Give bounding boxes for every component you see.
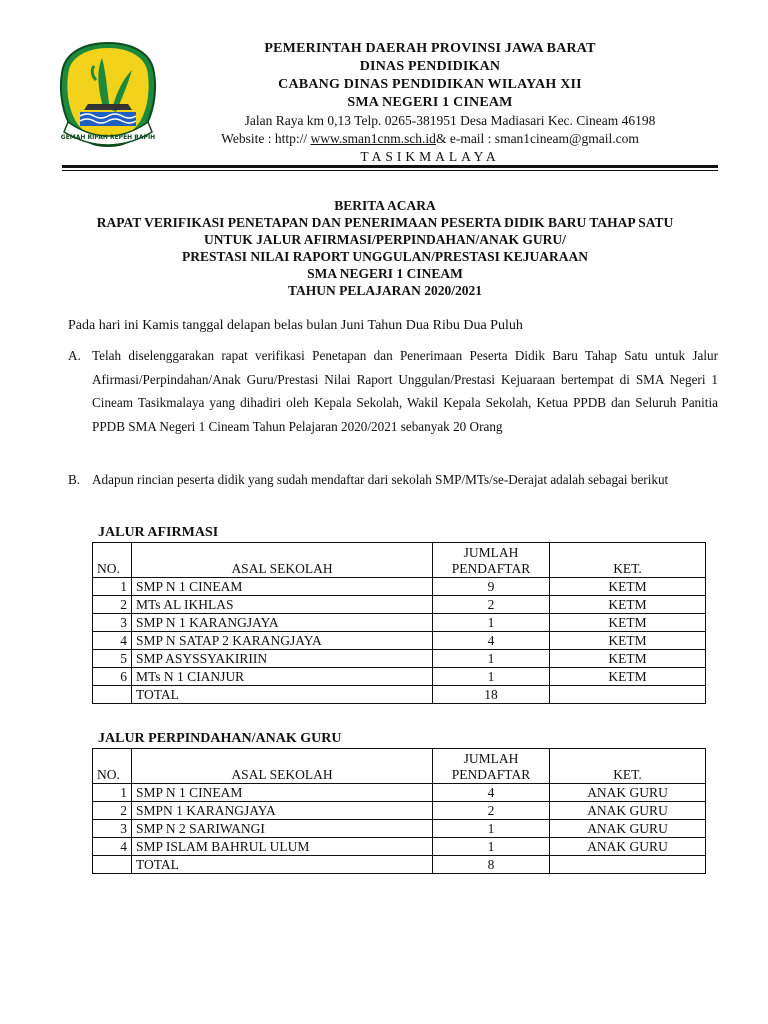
doc-subtitle-1: RAPAT VERIFIKASI PENETAPAN DAN PENERIMAAN PESERTA DIDIK BARU TAHAP SATU — [96, 215, 674, 230]
row-note: KETM — [550, 614, 706, 632]
table-header-row — [93, 543, 706, 578]
row-count: 2 — [433, 596, 550, 614]
row-no: 6 — [93, 668, 132, 686]
row-no: 4 — [93, 838, 132, 856]
header-note: KET. — [550, 543, 706, 578]
header-note: KET. — [550, 749, 706, 784]
table-row — [93, 578, 706, 596]
row-count: 2 — [433, 802, 550, 820]
row-school: MTs AL IKHLAS — [132, 596, 433, 614]
letterhead-contact — [170, 130, 690, 148]
row-note: KETM — [550, 632, 706, 650]
row-school: SMP N 1 KARANGJAYA — [132, 614, 433, 632]
row-no: 1 — [93, 578, 132, 596]
doc-subtitle-5: TAHUN PELAJARAN 2020/2021 — [287, 283, 482, 298]
row-note: KETM — [550, 578, 706, 596]
table-row — [93, 632, 706, 650]
row-note: KETM — [550, 596, 706, 614]
provincial-emblem-logo — [58, 40, 158, 148]
letterhead-school: SMA NEGERI 1 CINEAM — [347, 95, 513, 110]
row-count: 1 — [433, 614, 550, 632]
row-note: ANAK GURU — [550, 820, 706, 838]
paragraph-b — [68, 468, 718, 492]
total-label: TOTAL — [132, 856, 433, 874]
row-no: 2 — [93, 596, 132, 614]
total-no-empty — [93, 856, 132, 874]
row-school: SMPN 1 KARANGJAYA — [132, 802, 433, 820]
letterhead-branch: CABANG DINAS PENDIDIKAN WILAYAH XII — [278, 77, 582, 92]
doc-title: BERITA ACARA — [334, 198, 436, 213]
letterhead-office: DINAS PENDIDIKAN — [359, 59, 501, 74]
row-count: 1 — [433, 668, 550, 686]
row-school: MTs N 1 CIANJUR — [132, 668, 433, 686]
header-count-line2: PENDAFTAR — [451, 561, 531, 576]
svg-text:GEMAH RIPAH REPEH RAPIH: GEMAH RIPAH REPEH RAPIH — [60, 134, 156, 141]
table-row — [93, 596, 706, 614]
row-no: 4 — [93, 632, 132, 650]
total-count: 18 — [433, 686, 550, 704]
header-count — [433, 749, 550, 784]
row-school: SMP N 1 CINEAM — [132, 784, 433, 802]
table-perpindahan — [92, 748, 706, 874]
letterhead-rule-thick — [62, 165, 718, 168]
section-title-afirmasi: JALUR AFIRMASI — [98, 525, 219, 540]
header-count-line1: JUMLAH — [463, 545, 519, 560]
document-titles — [40, 197, 730, 299]
row-count: 1 — [433, 820, 550, 838]
paragraph-b-marker: B. — [68, 472, 81, 487]
email-text: e-mail : sman1cineam@gmail.com — [449, 131, 639, 146]
website-amp: & — [435, 131, 450, 146]
letterhead-address: Jalan Raya km 0,13 Telp. 0265-381951 Desa Madiasari Kec. Cineam 46198 — [244, 113, 656, 128]
table-row — [93, 650, 706, 668]
header-no: NO. — [93, 749, 132, 784]
table-row — [93, 614, 706, 632]
header-school: ASAL SEKOLAH — [132, 543, 433, 578]
section-title-perpindahan: JALUR PERPINDAHAN/ANAK GURU — [98, 731, 342, 746]
row-count: 4 — [433, 632, 550, 650]
paragraph-a — [68, 344, 718, 438]
table-header-row — [93, 749, 706, 784]
table-row — [93, 784, 706, 802]
header-count-line2: PENDAFTAR — [451, 767, 531, 782]
header-school: ASAL SEKOLAH — [132, 749, 433, 784]
paragraph-a-text: Telah diselenggarakan rapat verifikasi Penetapan dan Penerimaan Peserta Didik Baru Tahap Satu untuk Jalur Afirmasi/Perpindahan/Anak Guru/Prestasi Nilai Raport Unggulan/Prestasi Kejuaraan bertempat di SMA Negeri 1 Cineam Tasikmalaya yang dihadiri oleh Kepala Sekolah, Wakil Kepala Sekolah, Ketua PPDB dan Seluruh Panitia PPDB SMA Negeri 1 Cineam Tahun Pelajaran 2020/2021 sebanyak 20 Orang — [92, 348, 718, 434]
row-school: SMP N SATAP 2 KARANGJAYA — [132, 632, 433, 650]
header-count-line1: JUMLAH — [463, 751, 519, 766]
doc-subtitle-3: PRESTASI NILAI RAPORT UNGGULAN/PRESTASI KEJUARAAN — [181, 249, 589, 264]
row-school: SMP N 1 CINEAM — [132, 578, 433, 596]
total-note-empty — [550, 686, 706, 704]
paragraph-b-text: Adapun rincian peserta didik yang sudah mendaftar dari sekolah SMP/MTs/se-Derajat adalah sebagai berikut — [92, 472, 669, 487]
total-no-empty — [93, 686, 132, 704]
header-no: NO. — [93, 543, 132, 578]
total-count: 8 — [433, 856, 550, 874]
opening-sentence: Pada hari ini Kamis tanggal delapan belas bulan Juni Tahun Dua Ribu Dua Puluh — [68, 318, 523, 333]
row-no: 2 — [93, 802, 132, 820]
row-note: ANAK GURU — [550, 784, 706, 802]
table-total-row — [93, 686, 706, 704]
row-school: SMP ISLAM BAHRUL ULUM — [132, 838, 433, 856]
table-row — [93, 820, 706, 838]
row-count: 9 — [433, 578, 550, 596]
row-no: 5 — [93, 650, 132, 668]
website-link[interactable]: www.sman1cnm.sch.id — [310, 131, 436, 146]
letterhead — [170, 40, 690, 166]
total-label: TOTAL — [132, 686, 433, 704]
table-row — [93, 668, 706, 686]
table-total-row — [93, 856, 706, 874]
row-count: 1 — [433, 838, 550, 856]
letterhead-rule-thin — [62, 170, 718, 171]
website-prefix: Website : http:// — [221, 131, 311, 146]
row-count: 4 — [433, 784, 550, 802]
table-row — [93, 802, 706, 820]
row-school: SMP N 2 SARIWANGI — [132, 820, 433, 838]
header-count — [433, 543, 550, 578]
row-note: ANAK GURU — [550, 802, 706, 820]
doc-subtitle-4: SMA NEGERI 1 CINEAM — [307, 266, 463, 281]
row-count: 1 — [433, 650, 550, 668]
row-note: KETM — [550, 668, 706, 686]
row-note: KETM — [550, 650, 706, 668]
paragraph-a-marker: A. — [68, 348, 81, 363]
row-school: SMP ASYSSYAKIRIIN — [132, 650, 433, 668]
row-no: 3 — [93, 820, 132, 838]
total-note-empty — [550, 856, 706, 874]
letterhead-city: TASIKMALAYA — [360, 149, 500, 164]
row-no: 3 — [93, 614, 132, 632]
letterhead-government: PEMERINTAH DAERAH PROVINSI JAWA BARAT — [264, 41, 596, 56]
doc-subtitle-2: UNTUK JALUR AFIRMASI/PERPINDAHAN/ANAK GURU/ — [204, 232, 566, 247]
table-afirmasi — [92, 542, 706, 704]
table-row — [93, 838, 706, 856]
row-note: ANAK GURU — [550, 838, 706, 856]
row-no: 1 — [93, 784, 132, 802]
